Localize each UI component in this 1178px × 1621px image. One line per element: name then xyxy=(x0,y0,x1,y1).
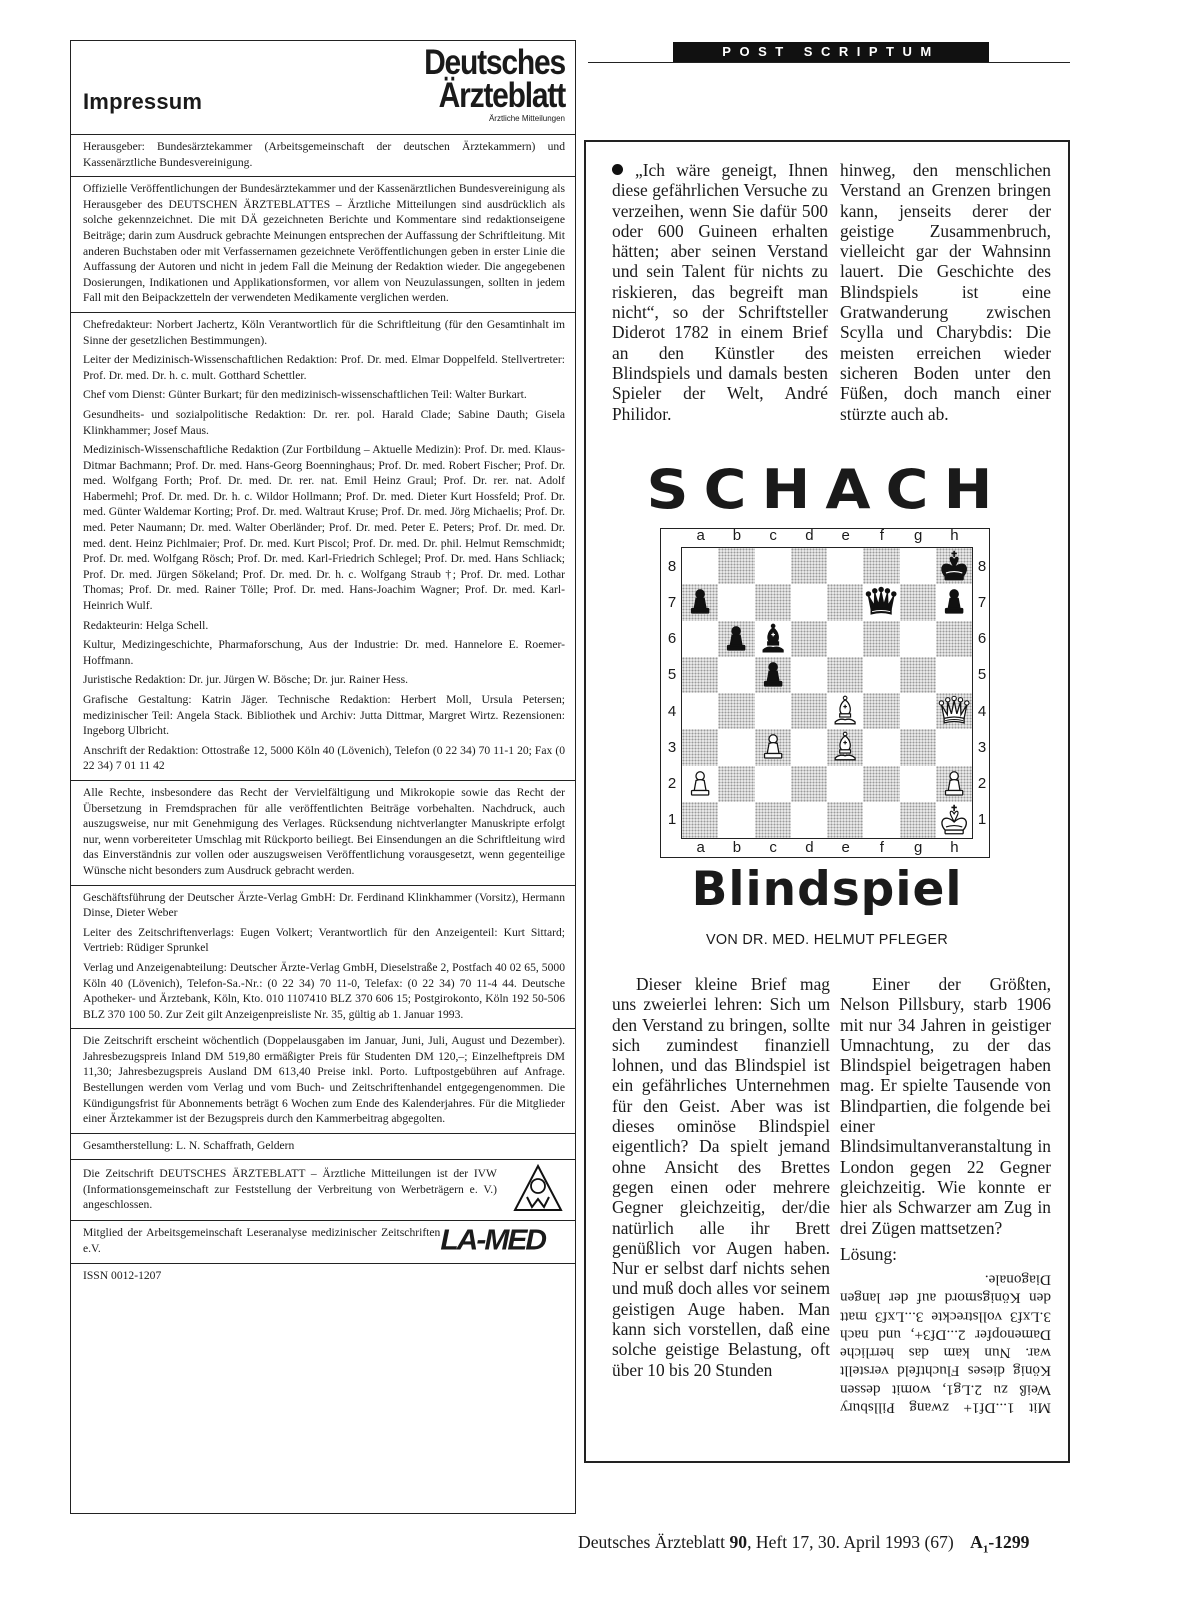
rank-label-3: 3 xyxy=(977,738,987,756)
square-g1 xyxy=(900,802,936,838)
square-a8 xyxy=(682,548,718,584)
footer-page xyxy=(970,1532,1030,1556)
publisher-management-box xyxy=(71,886,575,1030)
body-column-1 xyxy=(612,974,830,1380)
lamed-text: Mitglied der Arbeitsgemeinschaft Leseranalyse medizinischer Zeitschriften e.V. xyxy=(83,1226,441,1256)
square-c8 xyxy=(755,548,791,584)
body-column-2 xyxy=(840,974,1051,1417)
magazine-publisher-lead: Leiter des Zeitschriftenverlags: Eugen Volkert; Verantwortlich für den Anzeigenteil: Kurt Sittard; Vertrieb: Rüdiger Sprunkel xyxy=(83,925,565,955)
square-e5 xyxy=(827,657,863,693)
square-d2 xyxy=(791,766,827,802)
square-g2 xyxy=(900,766,936,802)
square-f5 xyxy=(863,657,899,693)
subscription-box xyxy=(71,1029,575,1134)
square-a6 xyxy=(682,621,718,657)
journal-logo xyxy=(424,43,565,124)
health-policy-editors: Gesundheits- und sozialpolitische Redaktion: Dr. rer. pol. Harald Clade; Sabine Dauth; Gisela Klinkhammer; Josef Maus. xyxy=(83,407,565,437)
rank-label-4: 4 xyxy=(667,702,677,720)
file-label-f: f xyxy=(879,527,884,544)
white-pawn-icon xyxy=(936,766,972,802)
culture-editors: Kultur, Medizingeschichte, Pharmaforschung, Aus der Industrie: Dr. med. Hannelore E. Roemer-Hoffmann. xyxy=(83,638,565,667)
square-d8 xyxy=(791,548,827,584)
rank-label-8: 8 xyxy=(667,557,677,575)
square-d5 xyxy=(791,657,827,693)
rank-label-6: 6 xyxy=(667,630,677,647)
quote-text-1: „Ich wäre geneigt, Ihnen diese gefährlichen Versuche zu verzeihen, wenn Sie dafür 500 oder 600 Guineen erhalten hätten; aber seinen Verstand und sein Talent für nichts zu riskieren, das begreift man nicht“, so der Schriftsteller Diderot 1782 in einem Brief an den Künstler des Blindspiels und damals besten Spieler der Welt, André Philidor. xyxy=(612,160,828,424)
white-bishop-icon xyxy=(827,729,863,765)
file-label-d: d xyxy=(805,839,814,856)
rights-text: Alle Rechte, insbesondere das Recht der Vervielfältigung und Mikrokopie sowie das Recht der Übersetzung in Fremdsprachen für alle veröffentlichten Beiträge vorbehalten. Nachdruck, auch auszugsweise, nur mit Genehmigung des Verlages. Rücksendung nichtverlangter Manuskripte erfolgt nur, wenn vorbereiteter Umschlag mit Rückporto beiliegt. Bei Einsendungen an die Schriftleitung wird das Einverständnis zur vollen oder auszugsweisen Veröffentlichung vorausgesetzt, wenn gegenteilige Wünsche nicht besonders zum Ausdruck gebracht werden. xyxy=(83,785,565,877)
footer-journal: Deutsches Ärzteblatt xyxy=(578,1532,726,1552)
file-label-b: b xyxy=(732,527,742,544)
editor-name: Redakteurin: Helga Schell. xyxy=(83,618,209,632)
impressum-panel xyxy=(70,40,576,1514)
white-queen-icon xyxy=(936,693,972,729)
section-rule xyxy=(588,62,1070,63)
footer-page-sub: 1 xyxy=(982,1543,989,1556)
publisher-box xyxy=(71,135,575,177)
square-g7 xyxy=(900,584,936,620)
square-b2 xyxy=(718,766,754,802)
file-label-a: a xyxy=(696,839,705,856)
official-notice-box xyxy=(71,177,575,313)
square-f4 xyxy=(863,693,899,729)
file-label-e: e xyxy=(841,839,850,856)
rank-label-6: 6 xyxy=(977,630,987,647)
chess-diagram xyxy=(660,528,990,858)
solution-upside-down: Mit 1...Df1+ zwang Pillsbury Weiß zu 2.Lg1, womit dessen König dieses Fluchtfeld verstellt war. Nun kam das herrliche Damenopfer 2...Df3+, und nach 3.Lxf3 vollstreckte 3...Lxf3 matt den Königsmord auf der langen Diagonale. xyxy=(840,1271,1051,1417)
square-a1 xyxy=(682,802,718,838)
square-b1 xyxy=(718,802,754,838)
square-a4 xyxy=(682,693,718,729)
rank-label-7: 7 xyxy=(667,593,677,611)
black-pawn-icon xyxy=(682,584,718,620)
square-e2 xyxy=(827,766,863,802)
rank-label-1: 1 xyxy=(977,811,987,829)
ivw-logo-icon xyxy=(513,1164,563,1214)
rank-label-3: 3 xyxy=(667,738,677,756)
lamed-box xyxy=(71,1221,575,1263)
square-f2 xyxy=(863,766,899,802)
footer-page-number: -1299 xyxy=(988,1532,1030,1552)
footer-volume: 90 xyxy=(729,1532,748,1552)
square-e8 xyxy=(827,548,863,584)
footer-issue: , Heft 17, 30. April 1993 (67) xyxy=(747,1532,954,1552)
square-a3 xyxy=(682,729,718,765)
file-label-c: c xyxy=(769,839,777,856)
square-g4 xyxy=(900,693,936,729)
square-d4 xyxy=(791,693,827,729)
publisher-address: Verlag und Anzeigenabteilung: Deutscher Ärzte-Verlag GmbH, Dieselstraße 2, Postfach 40 02 65, 5000 Köln 40 (Lövenich), Telefon-Sa.-Nr.: (0 22 34) 70 11-0, Telefax: (0 22 34) 70 11-4 44. Deutsche Apotheker- und Ärztebank, Köln, Kto. 010 1107410 BLZ 370 606 15; Postgirokonto, Köln 192 50-506 BLZ 370 100 50. Zur Zeit gilt Anzeigenpreisliste Nr. 35, gültig ab 1. Januar 1993. xyxy=(83,960,565,1021)
square-b7 xyxy=(718,584,754,620)
official-notice-text: Offizielle Veröffentlichungen der Bundesärztekammer und der Kassenärztlichen Bundesvereinigung als Herausgeber des DEUTSCHEN ÄRZTEBLATTES – Ärztliche Mitteilungen sind ausdrücklich als solche gekennzeichnet. Die mit DÄ gezeichneten Berichte und Kommentare sind redaktionseigene Beiträge; darin zum Ausdruck gebrachte Meinungen entsprechen der Auffassung der Schriftleitung. Mit anderen Buchstaben oder mit Verfassernamen gezeichnete Veröffentlichungen geben in erster Linie die Auffassung der Autoren und nicht in jedem Fall die Meinung der Redaktion wieder. Die angegebenen Dosierungen, Indikationen und Applikationsformen, vor allem von Neuzulassungen, sollten in jedem Fall mit den Beipackzetteln der verwendeten Medikamente verglichen werden. xyxy=(83,182,565,305)
chief-of-service: Chef vom Dienst: Günter Burkart; für den medizinisch-wissenschaftlichen Teil: Walter Burkart. xyxy=(83,388,527,402)
square-b4 xyxy=(718,693,754,729)
management-text: Geschäftsführung der Deutscher Ärzte-Verlag GmbH: Dr. Ferdinand Klinkhammer (Vorsitz), Hermann Dinse, Dieter Weber xyxy=(83,890,565,920)
black-pawn-icon xyxy=(718,621,754,657)
square-b8 xyxy=(718,548,754,584)
editorial-address: Anschrift der Redaktion: Ottostraße 12, 5000 Köln 40 (Lövenich), Telefon (0 22 34) 70 11-1 20; Fax (0 22 34) 7 01 11 42 xyxy=(83,743,565,773)
black-queen-icon xyxy=(863,584,899,620)
square-c2 xyxy=(755,766,791,802)
square-f6 xyxy=(863,621,899,657)
black-pawn-icon xyxy=(755,657,791,693)
file-label-c: c xyxy=(769,527,777,544)
square-f3 xyxy=(863,729,899,765)
medical-science-editors: Medizinisch-Wissenschaftliche Redaktion (Zur Fortbildung – Aktuelle Medizin): Prof. Dr. med. Klaus-Ditmar Bachmann; Prof. Dr. med. Hans-Georg Boenninghaus; Prof. Dr. med. Robert Fischer; Prof. Dr. med. Wolfgang Forth; Prof. Dr. med. Dr. rer. nat. Emil Heinz Graul; Prof. Dr. rer. nat. Adolf Habermehl; Prof. Dr. med. Dr. h. c. Wildor Hollmann; Prof. Dr. med. Dieter Kurt Hossfeld; Prof. Dr. med. Günter Waldemar Korting; Prof. Dr. med. Waltraut Kruse; Prof. Dr. med. Jörg Michaelis; Prof. Dr. med. Peter Naumann; Dr. med. Walter Oberländer; Prof. Dr. med. Peter E. Peters; Prof. Dr. med. Dr. med. dent. Heinz Pichlmaier; Prof. Dr. med. Kurt Piscol; Prof. Dr. med. Dr. phil. Helmut Remschmidt; Prof. Dr. med. Wolfgang Rösch; Prof. Dr. med. Karl-Friedrich Schlegel; Prof. Dr. med. Hans Schliack; Prof. Dr. med. Jürgen Sökeland; Prof. Dr. med. Dr. h. c. Wolfgang Straub †; Prof. Dr. med. Lothar Thomas; Prof. Dr. med. Rainer Tölle; Prof. Dr. med. Hans-Joachim Wagner; Prof. Dr. med. Karl-Heinrich Wulf. xyxy=(83,443,565,613)
square-g6 xyxy=(900,621,936,657)
square-d7 xyxy=(791,584,827,620)
medical-editor-lead: Leiter der Medizinisch-Wissenschaftlichen Redaktion: Prof. Dr. med. Elmar Doppelfeld. Stellvertreter: Prof. Dr. med. Dr. h. c. mult. Gotthard Schettler. xyxy=(83,353,565,382)
impressum-header xyxy=(71,41,575,135)
body-text-1: Dieser kleine Brief mag uns zweierlei lehren: Sich um den Verstand zu bringen, sollte sich zumindest finanziell lohnen, und das Blindspiel ist ein gefährliches Unternehmen für den Geist. Aber was ist dieses ominöse Blindspiel eigentlich? Da spielt jemand ohne Ansicht des Brettes gegen einen oder mehrere Gegner gleichzeitig, der/die natürlich alle ihr Brett genüßlich vor Augen haben. Nur er selbst darf nichts sehen und muß doch alles vor seinem geistigen Auge haben. Man kann sich vorstellen, daß eine solche geistige Belastung, oft über 10 bis 20 Stunden xyxy=(612,974,830,1380)
impressum-title: Impressum xyxy=(83,89,203,114)
rank-label-4: 4 xyxy=(977,702,987,720)
square-d3 xyxy=(791,729,827,765)
graphic-design-credits: Grafische Gestaltung: Katrin Jäger. Technische Redaktion: Herbert Moll, Ursula Petersen; medizinischer Teil: Angela Stack. Bibliothek und Archiv: Jutta Dittmar, Margret Wirtz. Rezensionen: Ingeborg Ulbricht. xyxy=(83,693,565,738)
printing-box xyxy=(71,1134,575,1161)
file-label-a: a xyxy=(696,527,705,544)
quote-column-1 xyxy=(612,160,828,424)
square-e7 xyxy=(827,584,863,620)
solution-label: Lösung: xyxy=(840,1243,898,1264)
headline-schach: SCHACH xyxy=(646,458,1008,521)
square-f1 xyxy=(863,802,899,838)
white-king-icon xyxy=(936,802,972,838)
issn-box xyxy=(71,1264,575,1290)
square-c4 xyxy=(755,693,791,729)
black-pawn-icon xyxy=(936,584,972,620)
square-c7 xyxy=(755,584,791,620)
author-byline: VON DR. MED. HELMUT PFLEGER xyxy=(705,932,949,948)
logo-subtitle: Ärztliche Mitteilungen xyxy=(488,114,565,124)
white-pawn-icon xyxy=(682,766,718,802)
headline-blindspiel: Blindspiel xyxy=(691,862,963,917)
lamed-logo: LA-MED xyxy=(440,1225,545,1257)
file-label-e: e xyxy=(841,527,850,544)
logo-line-2: Ärzteblatt xyxy=(438,76,565,115)
square-f8 xyxy=(863,548,899,584)
file-label-h: h xyxy=(950,839,959,856)
rank-label-8: 8 xyxy=(977,557,987,575)
printing-text: Gesamtherstellung: L. N. Schaffrath, Geldern xyxy=(83,1138,295,1152)
chess-board xyxy=(681,547,973,839)
square-b3 xyxy=(718,729,754,765)
rights-box xyxy=(71,781,575,886)
square-g3 xyxy=(900,729,936,765)
square-e6 xyxy=(827,621,863,657)
rank-label-5: 5 xyxy=(977,666,987,684)
bullet-icon xyxy=(612,164,623,175)
rank-label-5: 5 xyxy=(667,666,677,684)
file-label-d: d xyxy=(805,527,814,544)
rank-label-2: 2 xyxy=(667,775,677,792)
section-label: POST SCRIPTUM xyxy=(673,42,989,62)
white-pawn-icon xyxy=(755,729,791,765)
subscription-text: Die Zeitschrift erscheint wöchentlich (Doppelausgaben im Januar, Juni, Juli, August und Dezember). Jahresbezugspreis Inland DM 519,80 ermäßigter Preis für Studenten DM 120,–; Einzelheftpreis DM 11,30; Jahresbezugspreis Ausland DM 613,40 Preise inkl. Porto. Luftpostgebühren auf Anfrage. Bestellungen werden vom Verlag und vom Buch- und Zeitschriftenhandel entgegengenommen. Die Kündigungsfrist für Abonnements beträgt 6 Wochen zum Ende des Kalenderjahres. Für die Mitglieder einer Ärztekammer ist der Bezugspreis durch den Kammerbeitrag abgegolten. xyxy=(83,1034,565,1126)
body-text-2: Einer der Größten, Nelson Pillsbury, starb 1906 mit nur 34 Jahren in geistiger Umnachtung, zu der das Blindspiel beigetragen haben mag. Er spielte Tausende von Blindpartien, die folgende bei einer Blindsimultanveranstaltung in London gegen 22 Gegner gleichzeitig. Wie konnte er hier als Schwarzer am Zug in drei Zügen mattsetzen? xyxy=(840,974,1051,1238)
file-label-b: b xyxy=(732,839,742,856)
square-g5 xyxy=(900,657,936,693)
article-box xyxy=(584,140,1070,1463)
black-bishop-icon xyxy=(755,621,791,657)
square-a5 xyxy=(682,657,718,693)
ivw-text: Die Zeitschrift DEUTSCHES ÄRZTEBLATT – Ärztliche Mitteilungen ist der IVW (Informationsgemeinschaft zur Feststellung der Verbreitung von Werbeträgern e. V.) angeschlossen. xyxy=(83,1167,497,1212)
square-d1 xyxy=(791,802,827,838)
rank-label-1: 1 xyxy=(667,811,677,829)
square-e1 xyxy=(827,802,863,838)
editorial-box xyxy=(71,313,575,781)
page-footer xyxy=(578,1532,1029,1556)
quote-text-2: hinweg, den menschlichen Verstand an Grenzen bringen kann, jenseits derer der geistige Zusammenbruch, vielleicht gar der Wahnsinn lauert. Die Geschichte des Blindspiels ist eine Gratwanderung zwischen Scylla und Charybdis: Die meisten erreichen wieder sicheren Boden unter den Füßen, doch manch einer stürzte auch ab. xyxy=(840,160,1051,424)
ivw-box xyxy=(71,1160,575,1221)
white-bishop-icon xyxy=(827,693,863,729)
square-d6 xyxy=(791,621,827,657)
logo-line-1: Deutsches xyxy=(424,43,565,83)
rank-label-2: 2 xyxy=(977,775,987,792)
square-g8 xyxy=(900,548,936,584)
file-label-f: f xyxy=(879,839,884,856)
black-king-icon xyxy=(936,548,972,584)
rank-label-7: 7 xyxy=(977,593,987,611)
publisher-text: Herausgeber: Bundesärztekammer (Arbeitsgemeinschaft der deutschen Ärztekammern) und Kassenärztliche Bundesvereinigung. xyxy=(83,140,565,169)
quote-column-2 xyxy=(840,160,1051,424)
square-b5 xyxy=(718,657,754,693)
footer-page-prefix: A xyxy=(970,1532,983,1552)
editor-in-chief: Chefredakteur: Norbert Jachertz, Köln Verantwortlich für die Schriftleitung (für den Gesamtinhalt im Sinne der gesetzlichen Bestimmungen). xyxy=(83,317,565,347)
square-c1 xyxy=(755,802,791,838)
square-h5 xyxy=(936,657,972,693)
file-label-g: g xyxy=(913,527,923,544)
square-h6 xyxy=(936,621,972,657)
issn-text: ISSN 0012-1207 xyxy=(83,1268,162,1282)
square-h3 xyxy=(936,729,972,765)
legal-editors: Juristische Redaktion: Dr. jur. Jürgen W. Bösche; Dr. jur. Rainer Hess. xyxy=(83,673,409,687)
file-label-h: h xyxy=(950,527,959,544)
file-label-g: g xyxy=(913,839,923,856)
